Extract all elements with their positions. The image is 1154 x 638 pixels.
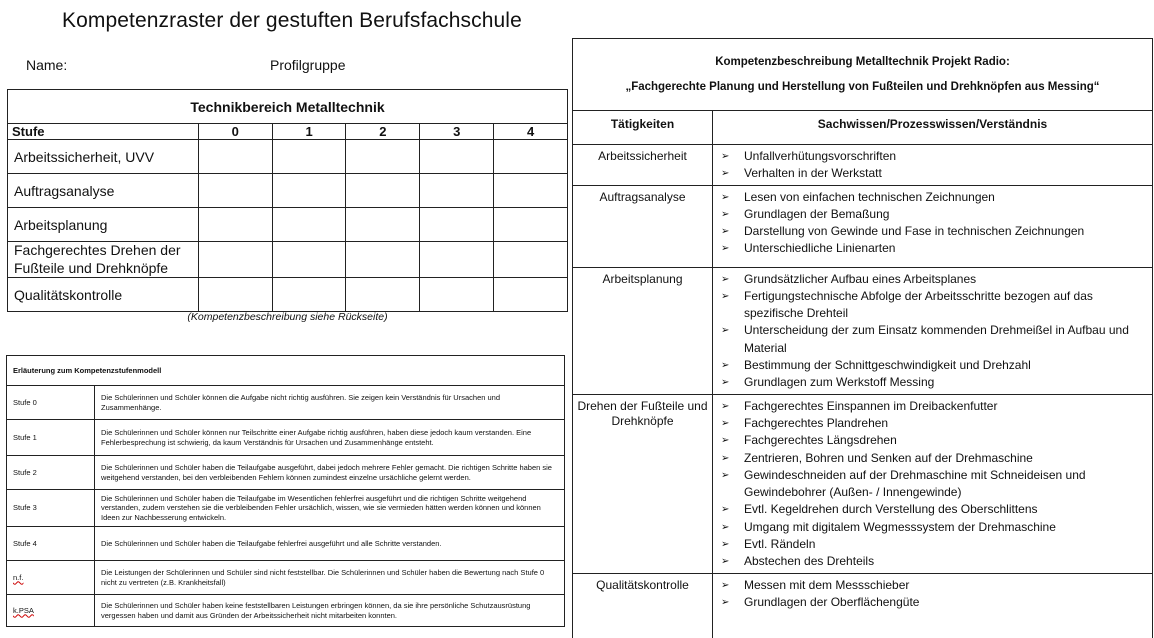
kb-row-arbeitssicherheit: [573, 145, 1153, 186]
knowledge-item: ➢ Zentrieren, Bohren und Senken auf der Drehmaschine: [721, 450, 1146, 467]
erlaeuterung-table: [6, 355, 565, 627]
knowledge-item: ➢ Gewindeschneiden auf der Drehmaschine mit Schneideisen und Gewindebohrer (Außen- / Innengewinde): [721, 467, 1146, 502]
knowledge-item: ➢ Messen mit dem Messschieber: [721, 577, 1146, 594]
kompetenz-title: [573, 39, 1153, 111]
knowledge-item: ➢ Umgang mit digitalem Wegmesssystem der Drehmaschine: [721, 519, 1146, 536]
erl-level: Stufe 3: [7, 490, 95, 527]
row-label: Arbeitssicherheit, UVV: [8, 140, 199, 174]
level-1-header: 1: [272, 124, 346, 140]
rating-cell[interactable]: [346, 140, 420, 174]
rating-cell[interactable]: [420, 174, 494, 208]
rating-cell[interactable]: [346, 208, 420, 242]
knowledge-item: ➢ Fachgerechtes Plandrehen: [721, 415, 1146, 432]
knowledge-item: ➢ Lesen von einfachen technischen Zeichnungen: [721, 189, 1146, 206]
erl-description: Die Schülerinnen und Schüler haben die Teilaufgabe ausgeführt, dabei jedoch mehrere Fehler gemacht. Die richtigen Schritte haben sie weitgehend verstanden, bei den verbleibenden Fehlern können zumindest einzelne ursächliche gelernt werden.: [95, 456, 565, 490]
erl-row: [7, 456, 565, 490]
row-label: [8, 242, 199, 278]
row-label-line2: Fußteile und Drehknöpfe: [14, 259, 169, 276]
rating-cell[interactable]: [494, 174, 568, 208]
kompetenz-title-line1: Kompetenzbeschreibung Metalltechnik Projekt Radio:: [715, 56, 1010, 69]
knowledge-item: ➢ Grundlagen der Bemaßung: [721, 206, 1146, 223]
knowledge-item: ➢ Unterschiedliche Linienarten: [721, 240, 1146, 257]
rating-cell[interactable]: [346, 174, 420, 208]
knowledge-cell: [713, 185, 1153, 267]
rating-cell[interactable]: [272, 208, 346, 242]
knowledge-cell: [713, 145, 1153, 186]
profilgruppe-label: Profilgruppe: [270, 57, 346, 73]
erlaeuterung-header: Erläuterung zum Kompetenzstufenmodell: [7, 356, 565, 386]
kompetenz-title-line2: „Fachgerechte Planung und Herstellung von Fußteilen und Drehknöpfen aus Messing“: [625, 80, 1100, 93]
stufe-header-row: [8, 124, 568, 140]
rating-cell[interactable]: [494, 140, 568, 174]
activity-cell: Qualitätskontrolle: [573, 573, 713, 638]
stufe-label: Stufe: [8, 124, 199, 140]
kompetenzraster-table: [7, 89, 568, 312]
rating-cell[interactable]: [420, 208, 494, 242]
col-sachwissen: Sachwissen/Prozesswissen/Verständnis: [713, 111, 1153, 145]
erl-row: [7, 420, 565, 456]
erl-level: Stufe 2: [7, 456, 95, 490]
level-0-header: 0: [198, 124, 272, 140]
erl-description: Die Schülerinnen und Schüler können die Aufgabe nicht richtig ausführen. Sie zeigen kein Verständnis für Ursachen und Zusammenhänge.: [95, 386, 565, 420]
knowledge-item: ➢ Evtl. Kegeldrehen durch Verstellung des Oberschlittens: [721, 501, 1146, 518]
erl-level: Stufe 1: [7, 420, 95, 456]
raster-row: [8, 242, 568, 278]
erl-row: [7, 490, 565, 527]
raster-row: [8, 208, 568, 242]
knowledge-item: ➢ Fertigungstechnische Abfolge der Arbeitsschritte bezogen auf das spezifische Drehteil: [721, 288, 1146, 323]
knowledge-item: ➢ Grundsätzlicher Aufbau eines Arbeitsplanes: [721, 271, 1146, 288]
rating-cell[interactable]: [272, 140, 346, 174]
kb-row-qualitaetskontrolle: [573, 573, 1153, 638]
erl-level: Stufe 0: [7, 386, 95, 420]
row-label-line1: Fachgerechtes Drehen der: [14, 242, 181, 258]
knowledge-item: ➢ Unterscheidung der zum Einsatz kommenden Drehmeißel in Aufbau und Material: [721, 322, 1146, 357]
erl-level: [7, 561, 95, 595]
level-2-header: 2: [346, 124, 420, 140]
erl-row: [7, 527, 565, 561]
erl-level: [7, 595, 95, 627]
knowledge-item: ➢ Unfallverhütungsvorschriften: [721, 148, 1146, 165]
knowledge-item: ➢ Verhalten in der Werkstatt: [721, 165, 1146, 182]
raster-row: [8, 140, 568, 174]
knowledge-item: ➢ Grundlagen der Oberflächengüte: [721, 594, 1146, 611]
rating-cell[interactable]: [346, 278, 420, 312]
rating-cell[interactable]: [420, 278, 494, 312]
rating-cell[interactable]: [494, 208, 568, 242]
row-label: Auftragsanalyse: [8, 174, 199, 208]
knowledge-cell: [713, 394, 1153, 573]
erl-description: Die Schülerinnen und Schüler haben keine feststellbaren Leistungen erbringen können, da sie ihre persönliche Schutzausrüstung vergessen haben und damit aus Gründen der Arbeitssicherheit nicht mitarbeiten konnten.: [95, 595, 565, 627]
raster-row: [8, 278, 568, 312]
erl-row: [7, 595, 565, 627]
technikbereich-header: Technikbereich Metalltechnik: [8, 90, 568, 124]
level-3-header: 3: [420, 124, 494, 140]
rating-cell[interactable]: [494, 242, 568, 278]
raster-note: (Kompetenzbeschreibung siehe Rückseite): [187, 311, 388, 323]
erl-description: Die Leistungen der Schülerinnen und Schüler sind nicht feststellbar. Die Schülerinnen und Schüler haben die Bewertung nach Stufe 0 nicht zu vertreten (z.B. Krankheitsfall): [95, 561, 565, 595]
rating-cell[interactable]: [198, 208, 272, 242]
level-4-header: 4: [494, 124, 568, 140]
rating-cell[interactable]: [494, 278, 568, 312]
erl-level-text: n.f.: [13, 572, 24, 582]
rating-cell[interactable]: [272, 278, 346, 312]
row-label: Qualitätskontrolle: [8, 278, 199, 312]
rating-cell[interactable]: [420, 242, 494, 278]
erl-row: [7, 386, 565, 420]
col-taetigkeiten: Tätigkeiten: [573, 111, 713, 145]
activity-cell: Arbeitssicherheit: [573, 145, 713, 186]
erl-description: Die Schülerinnen und Schüler haben die Teilaufgabe fehlerfrei ausgeführt und alle Schritte verstanden.: [95, 527, 565, 561]
erl-description: Die Schülerinnen und Schüler können nur Teilschritte einer Aufgabe richtig ausführen, haben diese jedoch kaum verstanden. Eine Fehlerbesprechung ist schwierig, da kaum Verständnis für Ursachen und Zusammenhänge entsteht.: [95, 420, 565, 456]
name-label: Name:: [26, 57, 68, 73]
rating-cell[interactable]: [198, 278, 272, 312]
rating-cell[interactable]: [198, 140, 272, 174]
knowledge-item: ➢ Fachgerechtes Einspannen im Dreibackenfutter: [721, 398, 1146, 415]
rating-cell[interactable]: [198, 174, 272, 208]
rating-cell[interactable]: [420, 140, 494, 174]
knowledge-cell: [713, 267, 1153, 394]
raster-row: [8, 174, 568, 208]
erl-level-text: k.PSA: [13, 605, 34, 615]
knowledge-cell: [713, 573, 1153, 638]
knowledge-item: ➢ Fachgerechtes Längsdrehen: [721, 432, 1146, 449]
activity-cell: Arbeitsplanung: [573, 267, 713, 394]
erl-description: Die Schülerinnen und Schüler haben die Teilaufgabe im Wesentlichen fehlerfrei ausgeführt und die richtigen Schritte weitgehend verstanden, zudem verstehen sie die verbleibenden Fehler ursächlich, wissen, wie sie vermieden hätten werden können und können Ideen zur Nachbesserung entwickeln.: [95, 490, 565, 527]
rating-cell[interactable]: [272, 242, 346, 278]
knowledge-item: ➢ Abstechen des Drehteils: [721, 553, 1146, 570]
knowledge-item: ➢ Evtl. Rändeln: [721, 536, 1146, 553]
knowledge-item: ➢ Grundlagen zum Werkstoff Messing: [721, 374, 1146, 391]
rating-cell[interactable]: [346, 242, 420, 278]
activity-cell: Drehen der Fußteile und Drehknöpfe: [573, 394, 713, 573]
kompetenzbeschreibung-table: [572, 38, 1153, 638]
erl-row: [7, 561, 565, 595]
erl-level: Stufe 4: [7, 527, 95, 561]
kb-row-drehen: [573, 394, 1153, 573]
kb-row-arbeitsplanung: [573, 267, 1153, 394]
page-title: Kompetenzraster der gestuften Berufsfachschule: [62, 9, 522, 32]
row-label: Arbeitsplanung: [8, 208, 199, 242]
activity-cell: Auftragsanalyse: [573, 185, 713, 267]
kb-row-auftragsanalyse: [573, 185, 1153, 267]
knowledge-item: ➢ Darstellung von Gewinde und Fase in technischen Zeichnungen: [721, 223, 1146, 240]
rating-cell[interactable]: [272, 174, 346, 208]
rating-cell[interactable]: [198, 242, 272, 278]
knowledge-item: ➢ Bestimmung der Schnittgeschwindigkeit und Drehzahl: [721, 357, 1146, 374]
